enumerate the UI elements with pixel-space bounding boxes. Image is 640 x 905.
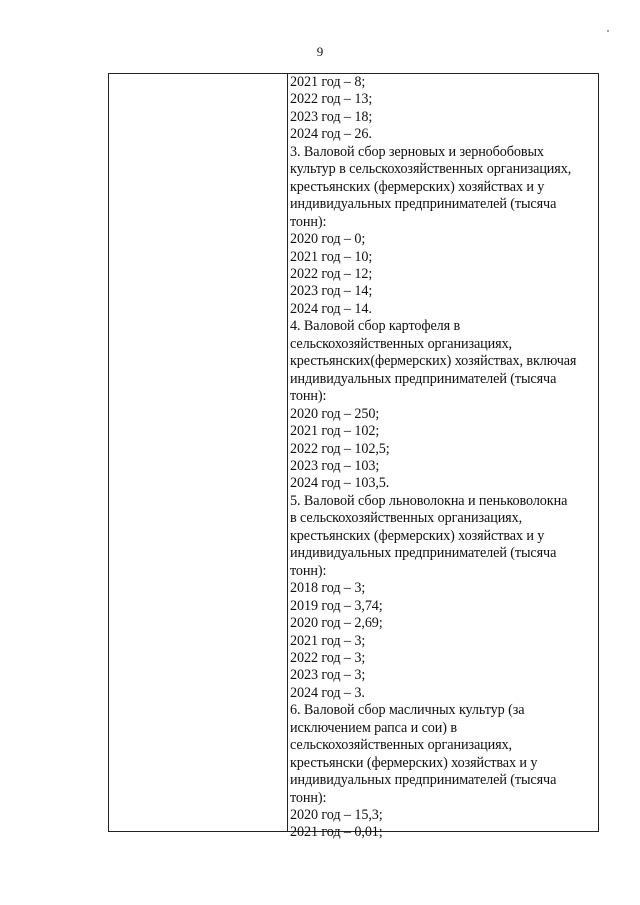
table-cell-line: индивидуальных предпринимателей (тысяча: [290, 196, 557, 213]
table-cell-line: 2023 год – 14;: [290, 283, 373, 300]
table-cell-line: 2020 год – 2,69;: [290, 615, 383, 632]
table-column-divider: [287, 74, 288, 831]
table-cell-line: сельскохозяйственных организациях,: [290, 335, 513, 352]
scan-speck: [607, 30, 609, 32]
table-cell-line: крестьянски (фермерских) хозяйствах и у: [290, 754, 538, 771]
table-cell-line: 2024 год – 26.: [290, 126, 372, 143]
table-right-cell: [290, 74, 596, 841]
table-cell-line: 2020 год – 250;: [290, 405, 380, 422]
table-cell-line: 2024 год – 3.: [290, 684, 365, 701]
table-cell-line: 2023 год – 103;: [290, 457, 380, 474]
table-cell-line: 4. Валовой сбор картофеля в: [290, 318, 461, 335]
table-cell-line: в сельскохозяйственных организациях,: [290, 510, 523, 527]
document-table: [108, 73, 599, 841]
table-cell-line: тонн):: [290, 213, 327, 230]
table-cell-line: индивидуальных предпринимателей (тысяча: [290, 772, 557, 789]
table-cell-line: 2018 год – 3;: [290, 580, 366, 597]
table-cell-line: крестьянских (фермерских) хозяйствах и у: [290, 527, 545, 544]
table-cell-line: тонн):: [290, 562, 327, 579]
table-cell-line: 2024 год – 103,5.: [290, 475, 390, 492]
table-cell-line: 2023 год – 18;: [290, 108, 373, 125]
table-cell-line: 2021 год – 10;: [290, 248, 373, 265]
table-cell-line: культур в сельскохозяйственных организациях,: [290, 161, 572, 178]
table-cell-line: 3. Валовой сбор зерновых и зернобобовых: [290, 143, 544, 160]
table-cell-line: 2021 год – 0,01;: [290, 824, 383, 841]
table-cell-line: 5. Валовой сбор льноволокна и пеньковолокна: [290, 492, 568, 509]
table-cell-line: 2021 год – 3;: [290, 632, 366, 649]
table-cell-line: индивидуальных предпринимателей (тысяча: [290, 545, 557, 562]
table-cell-line: тонн):: [290, 789, 327, 806]
table-cell-line: 2023 год – 3;: [290, 667, 366, 684]
table-cell-line: крестьянских (фермерских) хозяйствах и у: [290, 178, 545, 195]
table-cell-line: 2020 год – 0;: [290, 231, 366, 248]
table-cell-line: 6. Валовой сбор масличных культур (за: [290, 702, 525, 719]
table-cell-line: 2022 год – 3;: [290, 649, 366, 666]
page-number: 9: [316, 44, 324, 59]
table-cell-line: индивидуальных предпринимателей (тысяча: [290, 370, 557, 387]
table-cell-line: 2022 год – 102,5;: [290, 440, 390, 457]
table-cell-line: 2022 год – 12;: [290, 265, 373, 282]
table-cell-line: исключением рапса и сои) в: [290, 719, 457, 736]
table-cell-line: 2019 год – 3,74;: [290, 597, 383, 614]
table-cell-line: тонн):: [290, 388, 327, 405]
table-cell-line: 2021 год – 102;: [290, 423, 380, 440]
table-cell-line: сельскохозяйственных организациях,: [290, 737, 513, 754]
table-cell-line: 2024 год – 14.: [290, 300, 372, 317]
table-cell-line: крестьянских(фермерских) хозяйствах, включая: [290, 353, 577, 370]
table-cell-line: 2022 год – 13;: [290, 91, 373, 108]
table-cell-line: 2021 год – 8;: [290, 74, 366, 90]
table-cell-line: 2020 год – 15,3;: [290, 807, 383, 824]
